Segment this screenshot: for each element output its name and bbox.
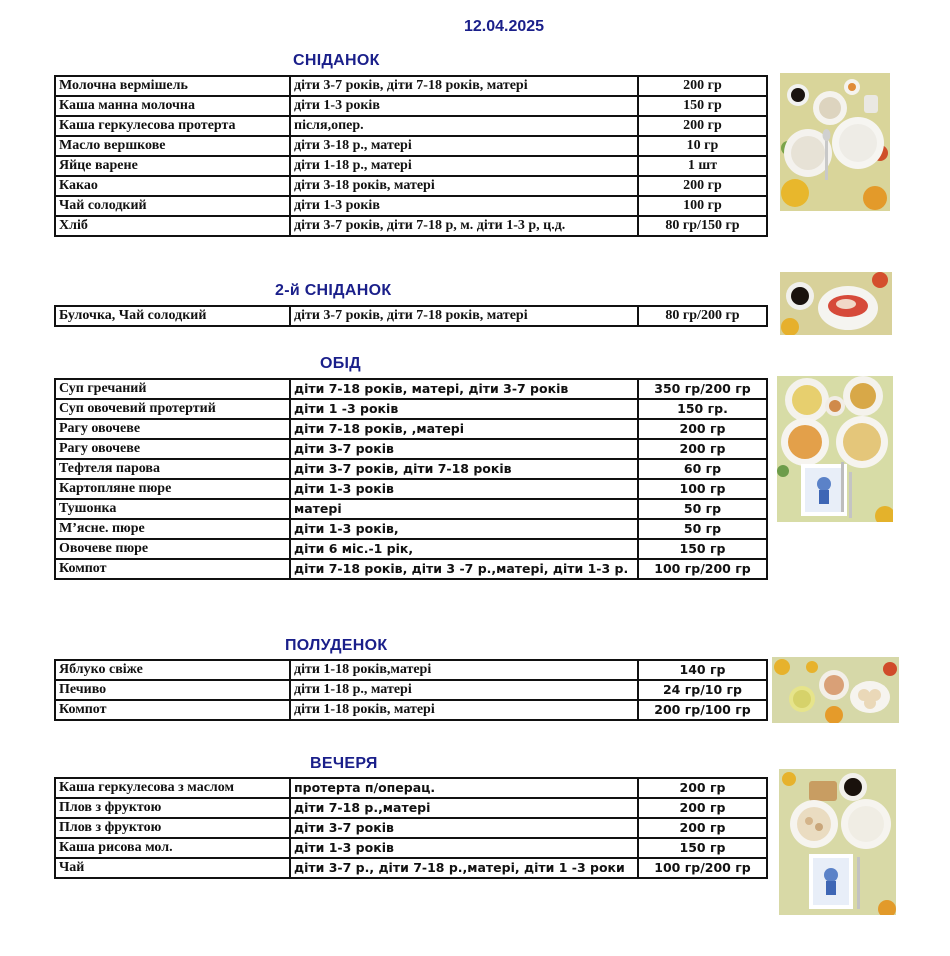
dish-name: Чай солодкий xyxy=(55,196,290,216)
table-row xyxy=(55,399,767,419)
target-group: діти 1-3 років xyxy=(290,196,638,216)
dish-name: Каша рисова мол. xyxy=(55,838,290,858)
portion: 1 шт xyxy=(638,156,767,176)
portion: 200 гр xyxy=(638,818,767,838)
target-group: діти 3-7 років, діти 7-18 років xyxy=(290,459,638,479)
section-title-breakfast: СНІДАНОК xyxy=(293,52,380,69)
table-row xyxy=(55,156,767,176)
dish-name: Печиво xyxy=(55,680,290,700)
dish-name: Каша манна молочна xyxy=(55,96,290,116)
dish-name: Суп овочевий протертий xyxy=(55,399,290,419)
target-group: діти 3-7 років, діти 7-18 років, матері xyxy=(290,76,638,96)
dish-name: Тефтеля парова xyxy=(55,459,290,479)
table-row xyxy=(55,116,767,136)
target-group: діти 1-3 років, xyxy=(290,519,638,539)
portion: 200 гр xyxy=(638,76,767,96)
dish-name: Булочка, Чай солодкий xyxy=(55,306,290,326)
dish-name: Чай xyxy=(55,858,290,878)
table-row xyxy=(55,419,767,439)
dish-name: Рагу овочеве xyxy=(55,419,290,439)
dish-name: Плов з фруктою xyxy=(55,818,290,838)
lunch-photo xyxy=(777,376,893,522)
section-title-snack: ПОЛУДЕНОК xyxy=(285,637,388,654)
portion: 200 гр xyxy=(638,116,767,136)
target-group: діти 3-18 років, матері xyxy=(290,176,638,196)
table-row xyxy=(55,136,767,156)
target-group: діти 3-18 р., матері xyxy=(290,136,638,156)
table-row xyxy=(55,778,767,798)
dish-name: Яйце варене xyxy=(55,156,290,176)
target-group: діти 1-18 р., матері xyxy=(290,680,638,700)
portion: 100 гр/200 гр xyxy=(638,858,767,878)
portion: 150 гр xyxy=(638,539,767,559)
portion: 150 гр xyxy=(638,96,767,116)
target-group: діти 7-18 років, діти 3 -7 р.,матері, діти 1-3 р. xyxy=(290,559,638,579)
section-title-dinner: ВЕЧЕРЯ xyxy=(310,755,378,772)
target-group: після,опер. xyxy=(290,116,638,136)
dish-name: Компот xyxy=(55,559,290,579)
dish-name: Суп гречаний xyxy=(55,379,290,399)
dish-name: Рагу овочеве xyxy=(55,439,290,459)
table-row xyxy=(55,539,767,559)
target-group: діти 1-18 р., матері xyxy=(290,156,638,176)
breakfast-photo xyxy=(780,73,890,211)
target-group: діти 7-18 років, матері, діти 3-7 років xyxy=(290,379,638,399)
target-group: діти 1 -3 років xyxy=(290,399,638,419)
dish-name: Тушонка xyxy=(55,499,290,519)
table-row xyxy=(55,559,767,579)
dish-name: Хліб xyxy=(55,216,290,236)
portion: 80 гр/150 гр xyxy=(638,216,767,236)
target-group: діти 3-7 років xyxy=(290,439,638,459)
snack-table xyxy=(54,659,768,721)
portion: 10 гр xyxy=(638,136,767,156)
portion: 140 гр xyxy=(638,660,767,680)
lunch-table xyxy=(54,378,768,580)
dish-name: Плов з фруктою xyxy=(55,798,290,818)
second-breakfast-photo xyxy=(780,272,892,335)
section-title-second-breakfast: 2-й СНІДАНОК xyxy=(275,282,392,299)
dish-name: Какао xyxy=(55,176,290,196)
table-row xyxy=(55,858,767,878)
dinner-table xyxy=(54,777,768,879)
portion: 200 гр xyxy=(638,798,767,818)
portion: 200 гр xyxy=(638,176,767,196)
portion: 24 гр/10 гр xyxy=(638,680,767,700)
target-group: діти 1-18 років,матері xyxy=(290,660,638,680)
dish-name: Каша геркулесова з маслом xyxy=(55,778,290,798)
second-breakfast-table xyxy=(54,305,768,327)
target-group: діти 1-18 років, матері xyxy=(290,700,638,720)
dish-name: Молочна вермішель xyxy=(55,76,290,96)
table-row xyxy=(55,96,767,116)
portion: 50 гр xyxy=(638,519,767,539)
portion: 350 гр/200 гр xyxy=(638,379,767,399)
breakfast-table xyxy=(54,75,768,237)
portion: 150 гр. xyxy=(638,399,767,419)
dish-name: Яблуко свіже xyxy=(55,660,290,680)
table-row xyxy=(55,379,767,399)
portion: 150 гр xyxy=(638,838,767,858)
table-row xyxy=(55,176,767,196)
portion: 50 гр xyxy=(638,499,767,519)
portion: 100 гр/200 гр xyxy=(638,559,767,579)
table-row xyxy=(55,459,767,479)
table-row xyxy=(55,519,767,539)
portion: 200 гр xyxy=(638,419,767,439)
dish-name: Картопляне пюре xyxy=(55,479,290,499)
target-group: діти 1-3 років xyxy=(290,479,638,499)
target-group: діти 6 міс.-1 рік, xyxy=(290,539,638,559)
target-group: діти 1-3 років xyxy=(290,838,638,858)
target-group: діти 3-7 років, діти 7-18 років, матері xyxy=(290,306,638,326)
target-group: діти 7-18 р.,матері xyxy=(290,798,638,818)
menu-date: 12.04.2025 xyxy=(464,18,545,35)
target-group: діти 1-3 років xyxy=(290,96,638,116)
table-row xyxy=(55,196,767,216)
snack-photo xyxy=(772,657,899,723)
table-row xyxy=(55,216,767,236)
portion: 80 гр/200 гр xyxy=(638,306,767,326)
target-group: протерта п/операц. xyxy=(290,778,638,798)
target-group: матері xyxy=(290,499,638,519)
dish-name: Масло вершкове xyxy=(55,136,290,156)
dish-name: Овочеве пюре xyxy=(55,539,290,559)
portion: 100 гр xyxy=(638,479,767,499)
table-row xyxy=(55,798,767,818)
table-row xyxy=(55,680,767,700)
table-row xyxy=(55,838,767,858)
dinner-photo xyxy=(779,769,896,915)
dish-name: Компот xyxy=(55,700,290,720)
table-row xyxy=(55,700,767,720)
table-row xyxy=(55,306,767,326)
portion: 200 гр/100 гр xyxy=(638,700,767,720)
table-row xyxy=(55,660,767,680)
portion: 200 гр xyxy=(638,439,767,459)
dish-name: Каша геркулесова протерта xyxy=(55,116,290,136)
target-group: діти 7-18 років, ,матері xyxy=(290,419,638,439)
dish-name: М’ясне. пюре xyxy=(55,519,290,539)
portion: 100 гр xyxy=(638,196,767,216)
table-row xyxy=(55,818,767,838)
table-row xyxy=(55,479,767,499)
target-group: діти 3-7 років xyxy=(290,818,638,838)
table-row xyxy=(55,76,767,96)
target-group: діти 3-7 років, діти 7-18 р, м. діти 1-3 р, ц.д. xyxy=(290,216,638,236)
table-row xyxy=(55,499,767,519)
table-row xyxy=(55,439,767,459)
portion: 200 гр xyxy=(638,778,767,798)
portion: 60 гр xyxy=(638,459,767,479)
section-title-lunch: ОБІД xyxy=(320,355,361,372)
target-group: діти 3-7 р., діти 7-18 р.,матері, діти 1 -3 роки xyxy=(290,858,638,878)
